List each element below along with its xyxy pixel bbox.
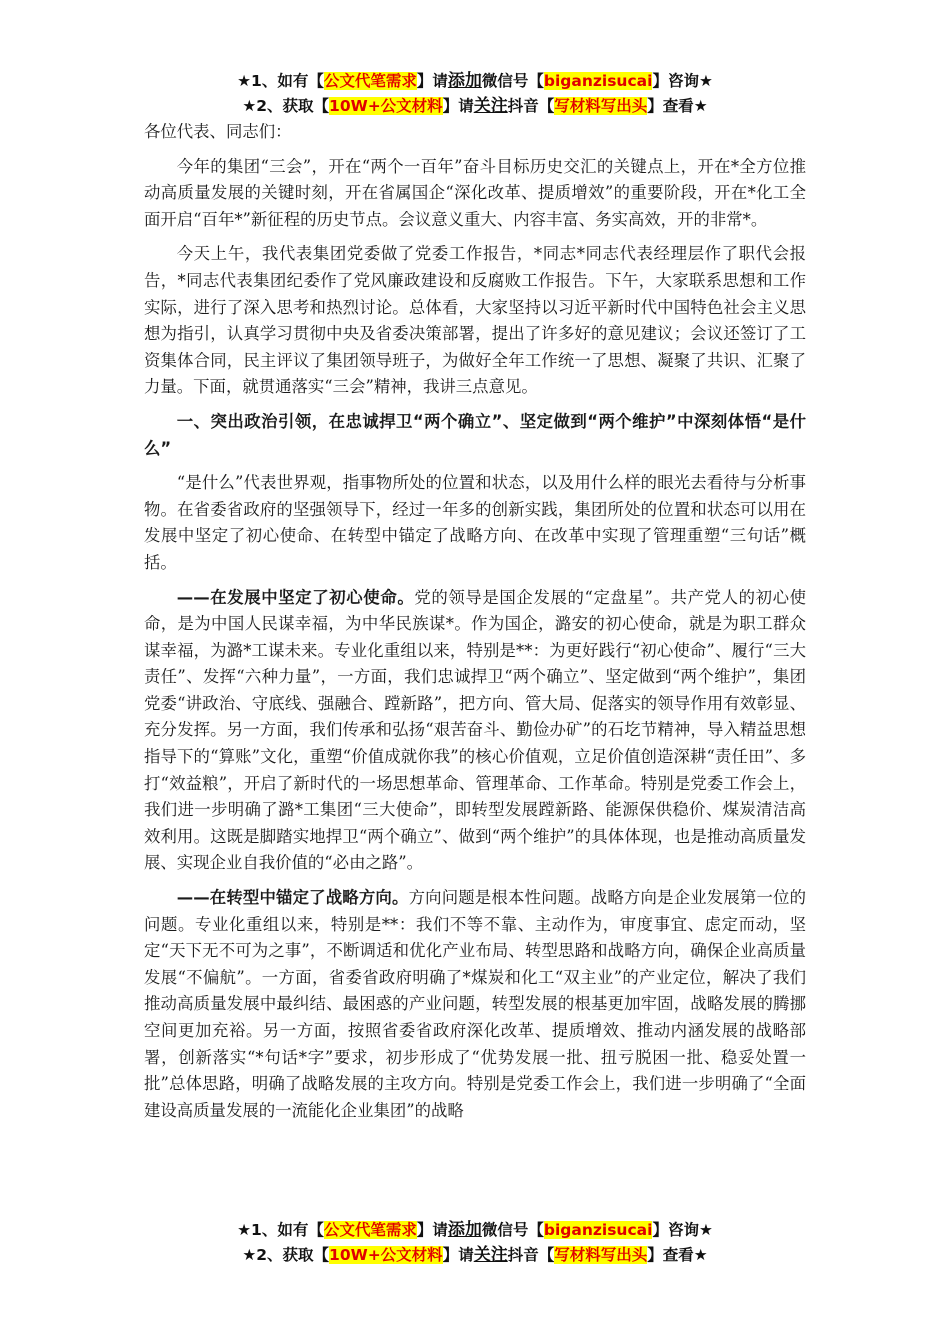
banner-line-1 bbox=[0, 1218, 950, 1243]
paragraph-2: 今天上午，我代表集团党委做了党委工作报告，*同志*同志代表经理层作了职代会报告，*同志代表集团纪委作了党风廉政建设和反腐败工作报告。下午，大家联系思想和工作实际，进行了深入思考和热烈讨论。总体看，大家坚持以习近平新时代中国特色社会主义思想为指引，认真学习贯彻中央及省委决策部署，提出了许多好的意见建议；会议还签订了工资集体合同，民主评议了集团领导班子，为做好全年工作统一了思想、凝聚了共识、汇聚了力量。下面，就贯通落实“三会”精神，我讲三点意见。 bbox=[144, 244, 806, 397]
paragraph-1: 今年的集团“三会”，开在“两个一百年”奋斗目标历史交汇的关键点上，开在*全方位推动高质量发展的关键时刻，开在省属国企“深化改革、提质增效”的重要阶段，开在*化工全面开启“百年*”新征程的历史节点。会议意义重大、内容丰富、务实高效，开的非常*。 bbox=[144, 156, 806, 229]
banner-emphasis: 关注 bbox=[473, 96, 508, 116]
banner-highlight-douyin-id: 写材料写出头 bbox=[554, 1246, 648, 1264]
banner-emphasis: 添加 bbox=[447, 1220, 482, 1240]
banner-text: 】请 bbox=[416, 72, 448, 90]
banner-text: 】查看★ bbox=[647, 97, 708, 115]
banner-highlight-douyin-id: 写材料写出头 bbox=[554, 97, 648, 115]
banner-highlight-materials: 10W+公文材料 bbox=[329, 1246, 443, 1264]
banner-text: 】咨询★ bbox=[652, 1221, 713, 1239]
banner-highlight-wechat-id: biganzisucai bbox=[543, 1221, 653, 1239]
paragraph-4 bbox=[144, 585, 806, 878]
footer-banner bbox=[0, 1218, 950, 1268]
banner-text: ★1、如有【 bbox=[237, 72, 324, 90]
paragraph-3: “是什么”代表世界观，指事物所处的位置和状态，以及用什么样的眼光去看待与分析事物。在省委省政府的坚强领导下，经过一年多的创新实践，集团所处的位置和状态可以用在发展中坚定了初心使命、在转型中锚定了战略方向、在改革中实现了管理重塑“三句话”概括。 bbox=[144, 473, 806, 572]
banner-emphasis: 关注 bbox=[473, 1245, 508, 1265]
banner-highlight-service: 公文代笔需求 bbox=[323, 1221, 417, 1239]
banner-line-2 bbox=[0, 1243, 950, 1268]
paragraph-5 bbox=[144, 885, 806, 1124]
banner-highlight-materials: 10W+公文材料 bbox=[329, 97, 443, 115]
banner-text: ★2、获取【 bbox=[242, 1246, 330, 1264]
document-body bbox=[144, 119, 806, 1132]
banner-emphasis: 添加 bbox=[447, 71, 482, 91]
banner-highlight-service: 公文代笔需求 bbox=[323, 72, 417, 90]
banner-text: 】咨询★ bbox=[652, 72, 713, 90]
paragraph-4-body: 党的领导是国企发展的“定盘星”。共产党人的初心使命，是为中国人民谋幸福，为中华民族谋*。作为国企，潞安的初心使命，就是为职工群众谋幸福，为潞*工谋未来。专业化重组以来，特别是**：为更好践行“初心使命”、履行“三大责任”、发挥“六种力量”，一方面，我们忠诚捍卫“两个确立”、坚定做到“两个维护”，集团党委“讲政治、守底线、强融合、蹚新路”，把方向、管大局、促落实的领导作用有效彰显、充分发挥。另一方面，我们传承和弘扬“艰苦奋斗、勤俭办矿”的石圪节精神，导入精益思想指导下的“算账”文化，重塑“价值成就你我”的核心价值观，立足价值创造深耕“责任田”、多打“效益粮”，开启了新时代的一场思想革命、管理革命、工作革命。特别是党委工作会上，我们进一步明确了潞*工集团“三大使命”，即转型发展蹚新路、能源保供稳价、煤炭清洁高效利用。这既是脚踏实地捍卫“两个确立”、做到“两个维护”的具体体现，也是推动高质量发展、实现企业自我价值的“必由之路”。 bbox=[144, 587, 807, 873]
banner-highlight-wechat-id: biganzisucai bbox=[543, 72, 653, 90]
banner-text: 】请 bbox=[442, 1246, 474, 1264]
paragraph-5-body: 方向问题是根本性问题。战略方向是企业发展第一位的问题。专业化重组以来，特别是**：我们不等不靠、主动作为，审度事宜、虑定而动，坚定“天下无不可为之事”，不断调适和优化产业布局、转型思路和战略方向，确保企业高质量发展“不偏航”。一方面，省委省政府明确了*煤炭和化工“双主业”的产业定位，解决了我们推动高质量发展中最纠结、最困惑的产业问题，转型发展的根基更加牢固，战略发展的腾挪空间更加充裕。另一方面，按照省委省政府深化改革、提质增效、推动内涵发展的战略部署，创新落实“*句话*字”要求，初步形成了“优势发展一批、扭亏脱困一批、稳妥处置一批”总体思路，明确了战略发展的主攻方向。特别是党委工作会上，我们进一步明确了“全面建设高质量发展的一流能化企业集团”的战略 bbox=[144, 888, 806, 1120]
banner-text: ★2、获取【 bbox=[242, 97, 330, 115]
banner-text: 微信号【 bbox=[481, 1221, 544, 1239]
banner-line-2 bbox=[0, 94, 950, 119]
banner-text: 】查看★ bbox=[647, 1246, 708, 1264]
section-heading-1: 一、突出政治引领，在忠诚捍卫“两个确立”、坚定做到“两个维护”中深刻体悟“是什么” bbox=[144, 411, 806, 458]
banner-text: ★1、如有【 bbox=[237, 1221, 324, 1239]
banner-text: 抖音【 bbox=[507, 97, 555, 115]
header-banner bbox=[0, 69, 950, 119]
salutation: 各位代表、同志们： bbox=[144, 122, 292, 141]
banner-text: 】请 bbox=[442, 97, 474, 115]
banner-text: 】请 bbox=[416, 1221, 448, 1239]
paragraph-5-lead: ——在转型中锚定了战略方向。 bbox=[176, 888, 409, 908]
paragraph-4-lead: ——在发展中坚定了初心使命。 bbox=[176, 587, 415, 607]
banner-text: 微信号【 bbox=[481, 72, 544, 90]
banner-line-1 bbox=[0, 69, 950, 94]
banner-text: 抖音【 bbox=[507, 1246, 555, 1264]
